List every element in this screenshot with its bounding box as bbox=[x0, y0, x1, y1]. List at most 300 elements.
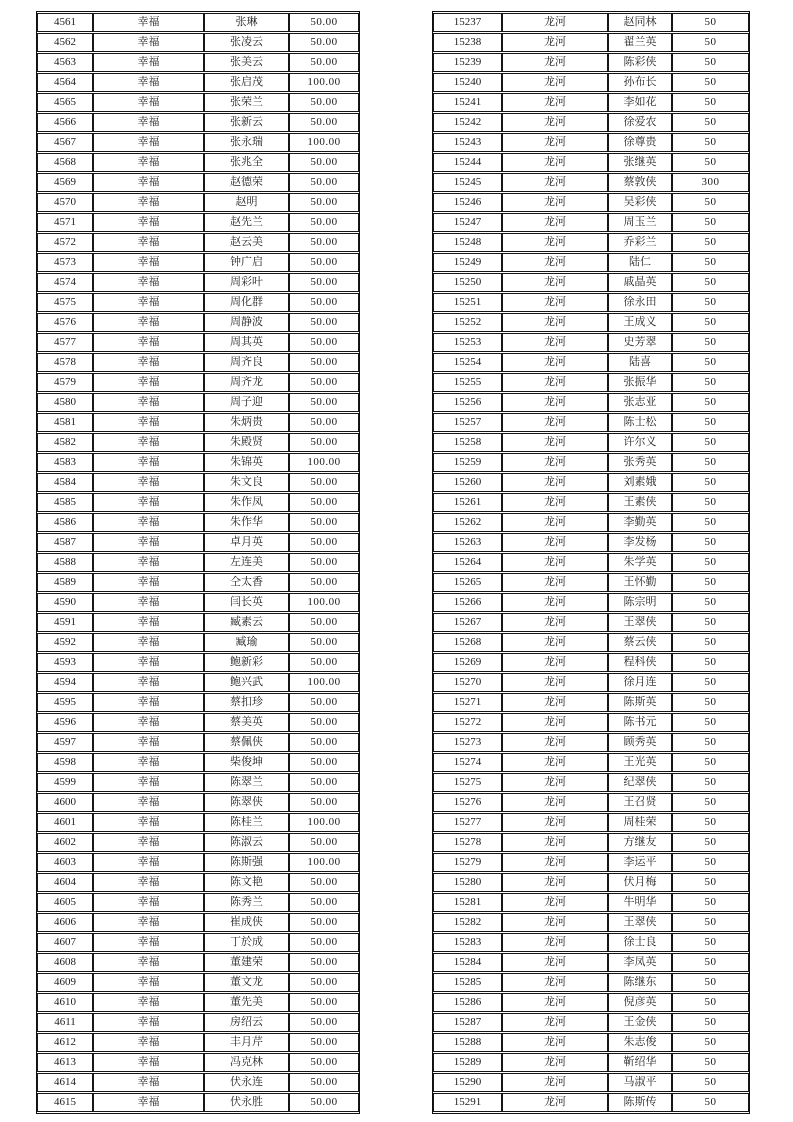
group-cell: 龙河 bbox=[502, 573, 608, 592]
table-row bbox=[433, 213, 749, 232]
group-cell: 幸福 bbox=[93, 1073, 204, 1092]
amount-cell: 50.00 bbox=[289, 693, 359, 712]
name-cell: 赵云美 bbox=[204, 233, 289, 252]
group-cell: 幸福 bbox=[93, 1013, 204, 1032]
name-cell: 王金侠 bbox=[608, 1013, 672, 1032]
amount-cell: 50.00 bbox=[289, 753, 359, 772]
group-cell: 幸福 bbox=[93, 473, 204, 492]
group-cell: 幸福 bbox=[93, 493, 204, 512]
group-cell: 幸福 bbox=[93, 553, 204, 572]
group-cell: 龙河 bbox=[502, 753, 608, 772]
id-cell: 4609 bbox=[37, 973, 93, 992]
group-cell: 龙河 bbox=[502, 793, 608, 812]
table-row bbox=[433, 873, 749, 892]
table-row bbox=[433, 993, 749, 1012]
amount-cell: 50.00 bbox=[289, 513, 359, 532]
amount-cell: 50 bbox=[672, 473, 749, 492]
name-cell: 朱殿贤 bbox=[204, 433, 289, 452]
group-cell: 幸福 bbox=[93, 693, 204, 712]
table-row bbox=[433, 53, 749, 72]
amount-cell: 50 bbox=[672, 1093, 749, 1112]
table-row bbox=[37, 513, 359, 532]
group-cell: 幸福 bbox=[93, 573, 204, 592]
table-row bbox=[433, 593, 749, 612]
table-row bbox=[433, 973, 749, 992]
name-cell: 张永瑞 bbox=[204, 133, 289, 152]
amount-cell: 50 bbox=[672, 433, 749, 452]
amount-cell: 50 bbox=[672, 73, 749, 92]
amount-cell: 50.00 bbox=[289, 413, 359, 432]
amount-cell: 50.00 bbox=[289, 773, 359, 792]
id-cell: 15263 bbox=[433, 533, 502, 552]
id-cell: 4570 bbox=[37, 193, 93, 212]
amount-cell: 50 bbox=[672, 793, 749, 812]
id-cell: 15279 bbox=[433, 853, 502, 872]
name-cell: 陈秀兰 bbox=[204, 893, 289, 912]
id-cell: 4611 bbox=[37, 1013, 93, 1032]
group-cell: 幸福 bbox=[93, 873, 204, 892]
amount-cell: 50.00 bbox=[289, 373, 359, 392]
id-cell: 4576 bbox=[37, 313, 93, 332]
table-row bbox=[433, 1093, 749, 1112]
name-cell: 张启茂 bbox=[204, 73, 289, 92]
id-cell: 15241 bbox=[433, 93, 502, 112]
group-cell: 幸福 bbox=[93, 53, 204, 72]
name-cell: 陈斯传 bbox=[608, 1093, 672, 1112]
amount-cell: 50 bbox=[672, 813, 749, 832]
name-cell: 马淑平 bbox=[608, 1073, 672, 1092]
group-cell: 幸福 bbox=[93, 373, 204, 392]
amount-cell: 50 bbox=[672, 33, 749, 52]
roster-table-left-body bbox=[37, 13, 359, 1112]
name-cell: 张琳 bbox=[204, 13, 289, 32]
name-cell: 乔彩兰 bbox=[608, 233, 672, 252]
id-cell: 4581 bbox=[37, 413, 93, 432]
id-cell: 4601 bbox=[37, 813, 93, 832]
name-cell: 仝太香 bbox=[204, 573, 289, 592]
amount-cell: 100.00 bbox=[289, 853, 359, 872]
id-cell: 4603 bbox=[37, 853, 93, 872]
group-cell: 龙河 bbox=[502, 253, 608, 272]
table-row bbox=[433, 153, 749, 172]
id-cell: 15284 bbox=[433, 953, 502, 972]
amount-cell: 100.00 bbox=[289, 133, 359, 152]
id-cell: 15264 bbox=[433, 553, 502, 572]
group-cell: 龙河 bbox=[502, 153, 608, 172]
group-cell: 龙河 bbox=[502, 333, 608, 352]
amount-cell: 50.00 bbox=[289, 293, 359, 312]
group-cell: 幸福 bbox=[93, 273, 204, 292]
id-cell: 15283 bbox=[433, 933, 502, 952]
amount-cell: 100.00 bbox=[289, 673, 359, 692]
table-row bbox=[433, 893, 749, 912]
name-cell: 顾秀英 bbox=[608, 733, 672, 752]
group-cell: 幸福 bbox=[93, 513, 204, 532]
id-cell: 15244 bbox=[433, 153, 502, 172]
group-cell: 幸福 bbox=[93, 713, 204, 732]
table-row bbox=[37, 33, 359, 52]
name-cell: 钟广启 bbox=[204, 253, 289, 272]
amount-cell: 50.00 bbox=[289, 33, 359, 52]
table-row bbox=[433, 953, 749, 972]
amount-cell: 300 bbox=[672, 173, 749, 192]
name-cell: 张荣兰 bbox=[204, 93, 289, 112]
id-cell: 4567 bbox=[37, 133, 93, 152]
group-cell: 幸福 bbox=[93, 993, 204, 1012]
id-cell: 15238 bbox=[433, 33, 502, 52]
id-cell: 15268 bbox=[433, 633, 502, 652]
table-row bbox=[37, 493, 359, 512]
amount-cell: 50 bbox=[672, 873, 749, 892]
name-cell: 徐永田 bbox=[608, 293, 672, 312]
table-row bbox=[433, 833, 749, 852]
name-cell: 王召贤 bbox=[608, 793, 672, 812]
amount-cell: 50.00 bbox=[289, 1033, 359, 1052]
id-cell: 15286 bbox=[433, 993, 502, 1012]
name-cell: 徐月连 bbox=[608, 673, 672, 692]
table-row bbox=[37, 653, 359, 672]
id-cell: 4566 bbox=[37, 113, 93, 132]
group-cell: 幸福 bbox=[93, 533, 204, 552]
id-cell: 15237 bbox=[433, 13, 502, 32]
id-cell: 15289 bbox=[433, 1053, 502, 1072]
name-cell: 张继英 bbox=[608, 153, 672, 172]
amount-cell: 50.00 bbox=[289, 53, 359, 72]
name-cell: 陈斯强 bbox=[204, 853, 289, 872]
id-cell: 4562 bbox=[37, 33, 93, 52]
amount-cell: 50.00 bbox=[289, 873, 359, 892]
group-cell: 龙河 bbox=[502, 33, 608, 52]
name-cell: 崔成侠 bbox=[204, 913, 289, 932]
id-cell: 15285 bbox=[433, 973, 502, 992]
roster-table-right-body bbox=[433, 13, 749, 1112]
id-cell: 4593 bbox=[37, 653, 93, 672]
group-cell: 龙河 bbox=[502, 273, 608, 292]
amount-cell: 50 bbox=[672, 973, 749, 992]
group-cell: 龙河 bbox=[502, 413, 608, 432]
table-row bbox=[37, 93, 359, 112]
name-cell: 周桂荣 bbox=[608, 813, 672, 832]
id-cell: 15273 bbox=[433, 733, 502, 752]
name-cell: 王素侠 bbox=[608, 493, 672, 512]
amount-cell: 100.00 bbox=[289, 73, 359, 92]
id-cell: 4592 bbox=[37, 633, 93, 652]
group-cell: 龙河 bbox=[502, 713, 608, 732]
table-row bbox=[37, 1093, 359, 1112]
id-cell: 15271 bbox=[433, 693, 502, 712]
amount-cell: 100.00 bbox=[289, 593, 359, 612]
group-cell: 龙河 bbox=[502, 1013, 608, 1032]
amount-cell: 50.00 bbox=[289, 233, 359, 252]
roster-table-right bbox=[432, 11, 750, 1114]
id-cell: 15288 bbox=[433, 1033, 502, 1052]
table-row bbox=[433, 753, 749, 772]
table-row bbox=[433, 933, 749, 952]
name-cell: 王怀勤 bbox=[608, 573, 672, 592]
table-row bbox=[433, 273, 749, 292]
table-row bbox=[37, 853, 359, 872]
group-cell: 幸福 bbox=[93, 93, 204, 112]
table-row bbox=[433, 453, 749, 472]
table-row bbox=[433, 333, 749, 352]
name-cell: 周静波 bbox=[204, 313, 289, 332]
amount-cell: 50 bbox=[672, 293, 749, 312]
amount-cell: 50 bbox=[672, 1053, 749, 1072]
id-cell: 15261 bbox=[433, 493, 502, 512]
amount-cell: 50 bbox=[672, 693, 749, 712]
amount-cell: 50 bbox=[672, 673, 749, 692]
amount-cell: 50.00 bbox=[289, 613, 359, 632]
table-row bbox=[37, 413, 359, 432]
id-cell: 4571 bbox=[37, 213, 93, 232]
group-cell: 幸福 bbox=[93, 453, 204, 472]
name-cell: 鲍新彩 bbox=[204, 653, 289, 672]
name-cell: 卓月英 bbox=[204, 533, 289, 552]
amount-cell: 50.00 bbox=[289, 833, 359, 852]
amount-cell: 50 bbox=[672, 713, 749, 732]
amount-cell: 50 bbox=[672, 993, 749, 1012]
group-cell: 龙河 bbox=[502, 393, 608, 412]
group-cell: 幸福 bbox=[93, 1053, 204, 1072]
id-cell: 4613 bbox=[37, 1053, 93, 1072]
table-row bbox=[37, 473, 359, 492]
name-cell: 蔡佩侠 bbox=[204, 733, 289, 752]
table-row bbox=[37, 613, 359, 632]
amount-cell: 50 bbox=[672, 133, 749, 152]
table-row bbox=[37, 753, 359, 772]
id-cell: 15257 bbox=[433, 413, 502, 432]
amount-cell: 50 bbox=[672, 93, 749, 112]
id-cell: 4583 bbox=[37, 453, 93, 472]
name-cell: 陈翠兰 bbox=[204, 773, 289, 792]
name-cell: 王翠侠 bbox=[608, 913, 672, 932]
table-row bbox=[37, 833, 359, 852]
name-cell: 赵德荣 bbox=[204, 173, 289, 192]
id-cell: 4584 bbox=[37, 473, 93, 492]
group-cell: 幸福 bbox=[93, 733, 204, 752]
name-cell: 刘素娥 bbox=[608, 473, 672, 492]
name-cell: 柴俊坤 bbox=[204, 753, 289, 772]
id-cell: 4612 bbox=[37, 1033, 93, 1052]
id-cell: 4577 bbox=[37, 333, 93, 352]
id-cell: 4614 bbox=[37, 1073, 93, 1092]
amount-cell: 50 bbox=[672, 393, 749, 412]
name-cell: 徐士良 bbox=[608, 933, 672, 952]
table-row bbox=[433, 1073, 749, 1092]
roster-table-left bbox=[36, 11, 360, 1114]
name-cell: 倪彦英 bbox=[608, 993, 672, 1012]
group-cell: 幸福 bbox=[93, 593, 204, 612]
id-cell: 15246 bbox=[433, 193, 502, 212]
id-cell: 4573 bbox=[37, 253, 93, 272]
table-row bbox=[433, 193, 749, 212]
table-row bbox=[433, 113, 749, 132]
amount-cell: 50.00 bbox=[289, 153, 359, 172]
name-cell: 张振华 bbox=[608, 373, 672, 392]
name-cell: 靳绍华 bbox=[608, 1053, 672, 1072]
id-cell: 4568 bbox=[37, 153, 93, 172]
id-cell: 15269 bbox=[433, 653, 502, 672]
name-cell: 陆喜 bbox=[608, 353, 672, 372]
group-cell: 幸福 bbox=[93, 293, 204, 312]
table-row bbox=[433, 133, 749, 152]
table-row bbox=[433, 233, 749, 252]
amount-cell: 50 bbox=[672, 653, 749, 672]
name-cell: 周玉兰 bbox=[608, 213, 672, 232]
group-cell: 龙河 bbox=[502, 373, 608, 392]
table-row bbox=[433, 73, 749, 92]
name-cell: 蔡敦侠 bbox=[608, 173, 672, 192]
name-cell: 周子迎 bbox=[204, 393, 289, 412]
group-cell: 龙河 bbox=[502, 653, 608, 672]
id-cell: 4598 bbox=[37, 753, 93, 772]
name-cell: 朱志俊 bbox=[608, 1033, 672, 1052]
table-row bbox=[433, 1013, 749, 1032]
id-cell: 15256 bbox=[433, 393, 502, 412]
name-cell: 周彩叶 bbox=[204, 273, 289, 292]
table-row bbox=[37, 353, 359, 372]
table-row bbox=[37, 373, 359, 392]
name-cell: 臧瑜 bbox=[204, 633, 289, 652]
id-cell: 4565 bbox=[37, 93, 93, 112]
name-cell: 丁於成 bbox=[204, 933, 289, 952]
group-cell: 幸福 bbox=[93, 613, 204, 632]
id-cell: 15290 bbox=[433, 1073, 502, 1092]
name-cell: 蔡扣珍 bbox=[204, 693, 289, 712]
table-row bbox=[37, 313, 359, 332]
id-cell: 4580 bbox=[37, 393, 93, 412]
amount-cell: 50 bbox=[672, 273, 749, 292]
table-row bbox=[37, 13, 359, 32]
amount-cell: 50 bbox=[672, 353, 749, 372]
amount-cell: 50 bbox=[672, 1013, 749, 1032]
id-cell: 15245 bbox=[433, 173, 502, 192]
amount-cell: 50.00 bbox=[289, 113, 359, 132]
table-row bbox=[37, 553, 359, 572]
id-cell: 4594 bbox=[37, 673, 93, 692]
group-cell: 幸福 bbox=[93, 913, 204, 932]
amount-cell: 50.00 bbox=[289, 993, 359, 1012]
id-cell: 15247 bbox=[433, 213, 502, 232]
name-cell: 陈桂兰 bbox=[204, 813, 289, 832]
id-cell: 15239 bbox=[433, 53, 502, 72]
group-cell: 龙河 bbox=[502, 833, 608, 852]
table-row bbox=[433, 393, 749, 412]
name-cell: 张凌云 bbox=[204, 33, 289, 52]
id-cell: 15280 bbox=[433, 873, 502, 892]
group-cell: 幸福 bbox=[93, 333, 204, 352]
id-cell: 15291 bbox=[433, 1093, 502, 1112]
group-cell: 幸福 bbox=[93, 673, 204, 692]
name-cell: 李运平 bbox=[608, 853, 672, 872]
table-row bbox=[37, 1033, 359, 1052]
group-cell: 幸福 bbox=[93, 413, 204, 432]
name-cell: 纪翠侠 bbox=[608, 773, 672, 792]
amount-cell: 50 bbox=[672, 913, 749, 932]
amount-cell: 50 bbox=[672, 313, 749, 332]
amount-cell: 50 bbox=[672, 153, 749, 172]
table-row bbox=[37, 593, 359, 612]
name-cell: 伏月梅 bbox=[608, 873, 672, 892]
amount-cell: 50.00 bbox=[289, 733, 359, 752]
group-cell: 龙河 bbox=[502, 593, 608, 612]
id-cell: 15275 bbox=[433, 773, 502, 792]
name-cell: 房绍云 bbox=[204, 1013, 289, 1032]
table-row bbox=[433, 853, 749, 872]
amount-cell: 100.00 bbox=[289, 813, 359, 832]
table-row bbox=[37, 713, 359, 732]
table-row bbox=[433, 13, 749, 32]
name-cell: 鲍兴武 bbox=[204, 673, 289, 692]
amount-cell: 50.00 bbox=[289, 193, 359, 212]
name-cell: 董文龙 bbox=[204, 973, 289, 992]
amount-cell: 50.00 bbox=[289, 433, 359, 452]
table-row bbox=[37, 633, 359, 652]
group-cell: 龙河 bbox=[502, 533, 608, 552]
amount-cell: 50 bbox=[672, 233, 749, 252]
group-cell: 龙河 bbox=[502, 733, 608, 752]
name-cell: 陈彩侠 bbox=[608, 53, 672, 72]
amount-cell: 100.00 bbox=[289, 453, 359, 472]
group-cell: 幸福 bbox=[93, 393, 204, 412]
amount-cell: 50 bbox=[672, 113, 749, 132]
id-cell: 4564 bbox=[37, 73, 93, 92]
id-cell: 15270 bbox=[433, 673, 502, 692]
amount-cell: 50.00 bbox=[289, 13, 359, 32]
group-cell: 幸福 bbox=[93, 133, 204, 152]
group-cell: 龙河 bbox=[502, 493, 608, 512]
id-cell: 4579 bbox=[37, 373, 93, 392]
amount-cell: 50 bbox=[672, 633, 749, 652]
id-cell: 4606 bbox=[37, 913, 93, 932]
table-row bbox=[37, 193, 359, 212]
name-cell: 周其英 bbox=[204, 333, 289, 352]
group-cell: 幸福 bbox=[93, 213, 204, 232]
group-cell: 龙河 bbox=[502, 973, 608, 992]
group-cell: 幸福 bbox=[93, 893, 204, 912]
group-cell: 龙河 bbox=[502, 1073, 608, 1092]
table-row bbox=[37, 993, 359, 1012]
group-cell: 幸福 bbox=[93, 793, 204, 812]
amount-cell: 50.00 bbox=[289, 893, 359, 912]
id-cell: 4589 bbox=[37, 573, 93, 592]
name-cell: 周齐龙 bbox=[204, 373, 289, 392]
amount-cell: 50 bbox=[672, 1073, 749, 1092]
id-cell: 15243 bbox=[433, 133, 502, 152]
table-row bbox=[433, 533, 749, 552]
amount-cell: 50 bbox=[672, 453, 749, 472]
amount-cell: 50 bbox=[672, 533, 749, 552]
group-cell: 幸福 bbox=[93, 313, 204, 332]
group-cell: 龙河 bbox=[502, 893, 608, 912]
table-row bbox=[433, 353, 749, 372]
id-cell: 15259 bbox=[433, 453, 502, 472]
id-cell: 15281 bbox=[433, 893, 502, 912]
amount-cell: 50 bbox=[672, 413, 749, 432]
id-cell: 15262 bbox=[433, 513, 502, 532]
name-cell: 蔡美英 bbox=[204, 713, 289, 732]
table-row bbox=[433, 433, 749, 452]
name-cell: 朱学英 bbox=[608, 553, 672, 572]
table-row bbox=[37, 1013, 359, 1032]
name-cell: 陈继东 bbox=[608, 973, 672, 992]
group-cell: 龙河 bbox=[502, 213, 608, 232]
group-cell: 龙河 bbox=[502, 473, 608, 492]
amount-cell: 50.00 bbox=[289, 793, 359, 812]
table-row bbox=[433, 653, 749, 672]
amount-cell: 50.00 bbox=[289, 93, 359, 112]
amount-cell: 50.00 bbox=[289, 973, 359, 992]
